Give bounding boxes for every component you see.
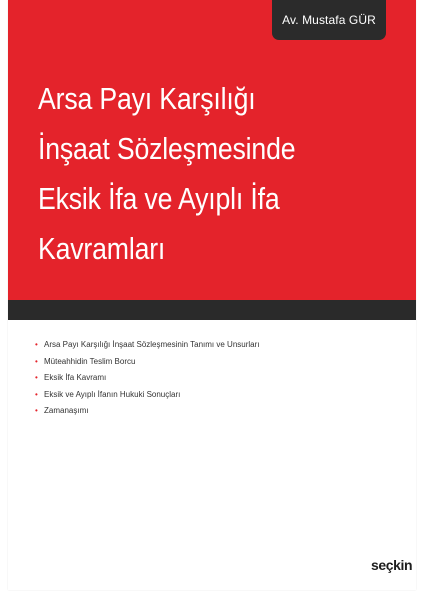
topic-text: Eksik ve Ayıplı İfanın Hukuki Sonuçları (44, 389, 181, 399)
topic-list (34, 337, 260, 420)
book-title-line-4: Kavramları (38, 231, 166, 266)
book-title-line-3: Eksik İfa ve Ayıplı İfa (38, 181, 280, 216)
list-item (34, 403, 260, 420)
bullet-icon: • (35, 406, 38, 415)
list-item (34, 337, 260, 354)
list-item (34, 354, 260, 371)
topic-text: Arsa Payı Karşılığı İnşaat Sözleşmesinin Tanımı ve Unsurları (44, 340, 260, 349)
publisher-logo: seçkin (371, 557, 413, 573)
list-item (34, 387, 260, 404)
book-title-line-2: İnşaat Sözleşmesinde (38, 131, 296, 166)
author-name: Av. Mustafa GÜR (272, 0, 386, 40)
topic-text: Müteahhidin Teslim Borcu (44, 356, 136, 366)
bullet-icon: • (35, 373, 38, 382)
bullet-icon: • (35, 340, 38, 349)
book-title-line-1: Arsa Payı Karşılığı (38, 81, 256, 116)
book-title (38, 74, 398, 274)
bullet-icon: • (35, 356, 38, 366)
topic-text: Zamanaşımı (44, 406, 89, 415)
bullet-icon: • (35, 389, 38, 399)
cover-red-band (8, 0, 416, 300)
cover-dark-strip (8, 300, 416, 320)
topic-text: Eksik İfa Kavramı (44, 373, 107, 382)
book-cover (8, 0, 416, 590)
list-item (34, 370, 260, 387)
